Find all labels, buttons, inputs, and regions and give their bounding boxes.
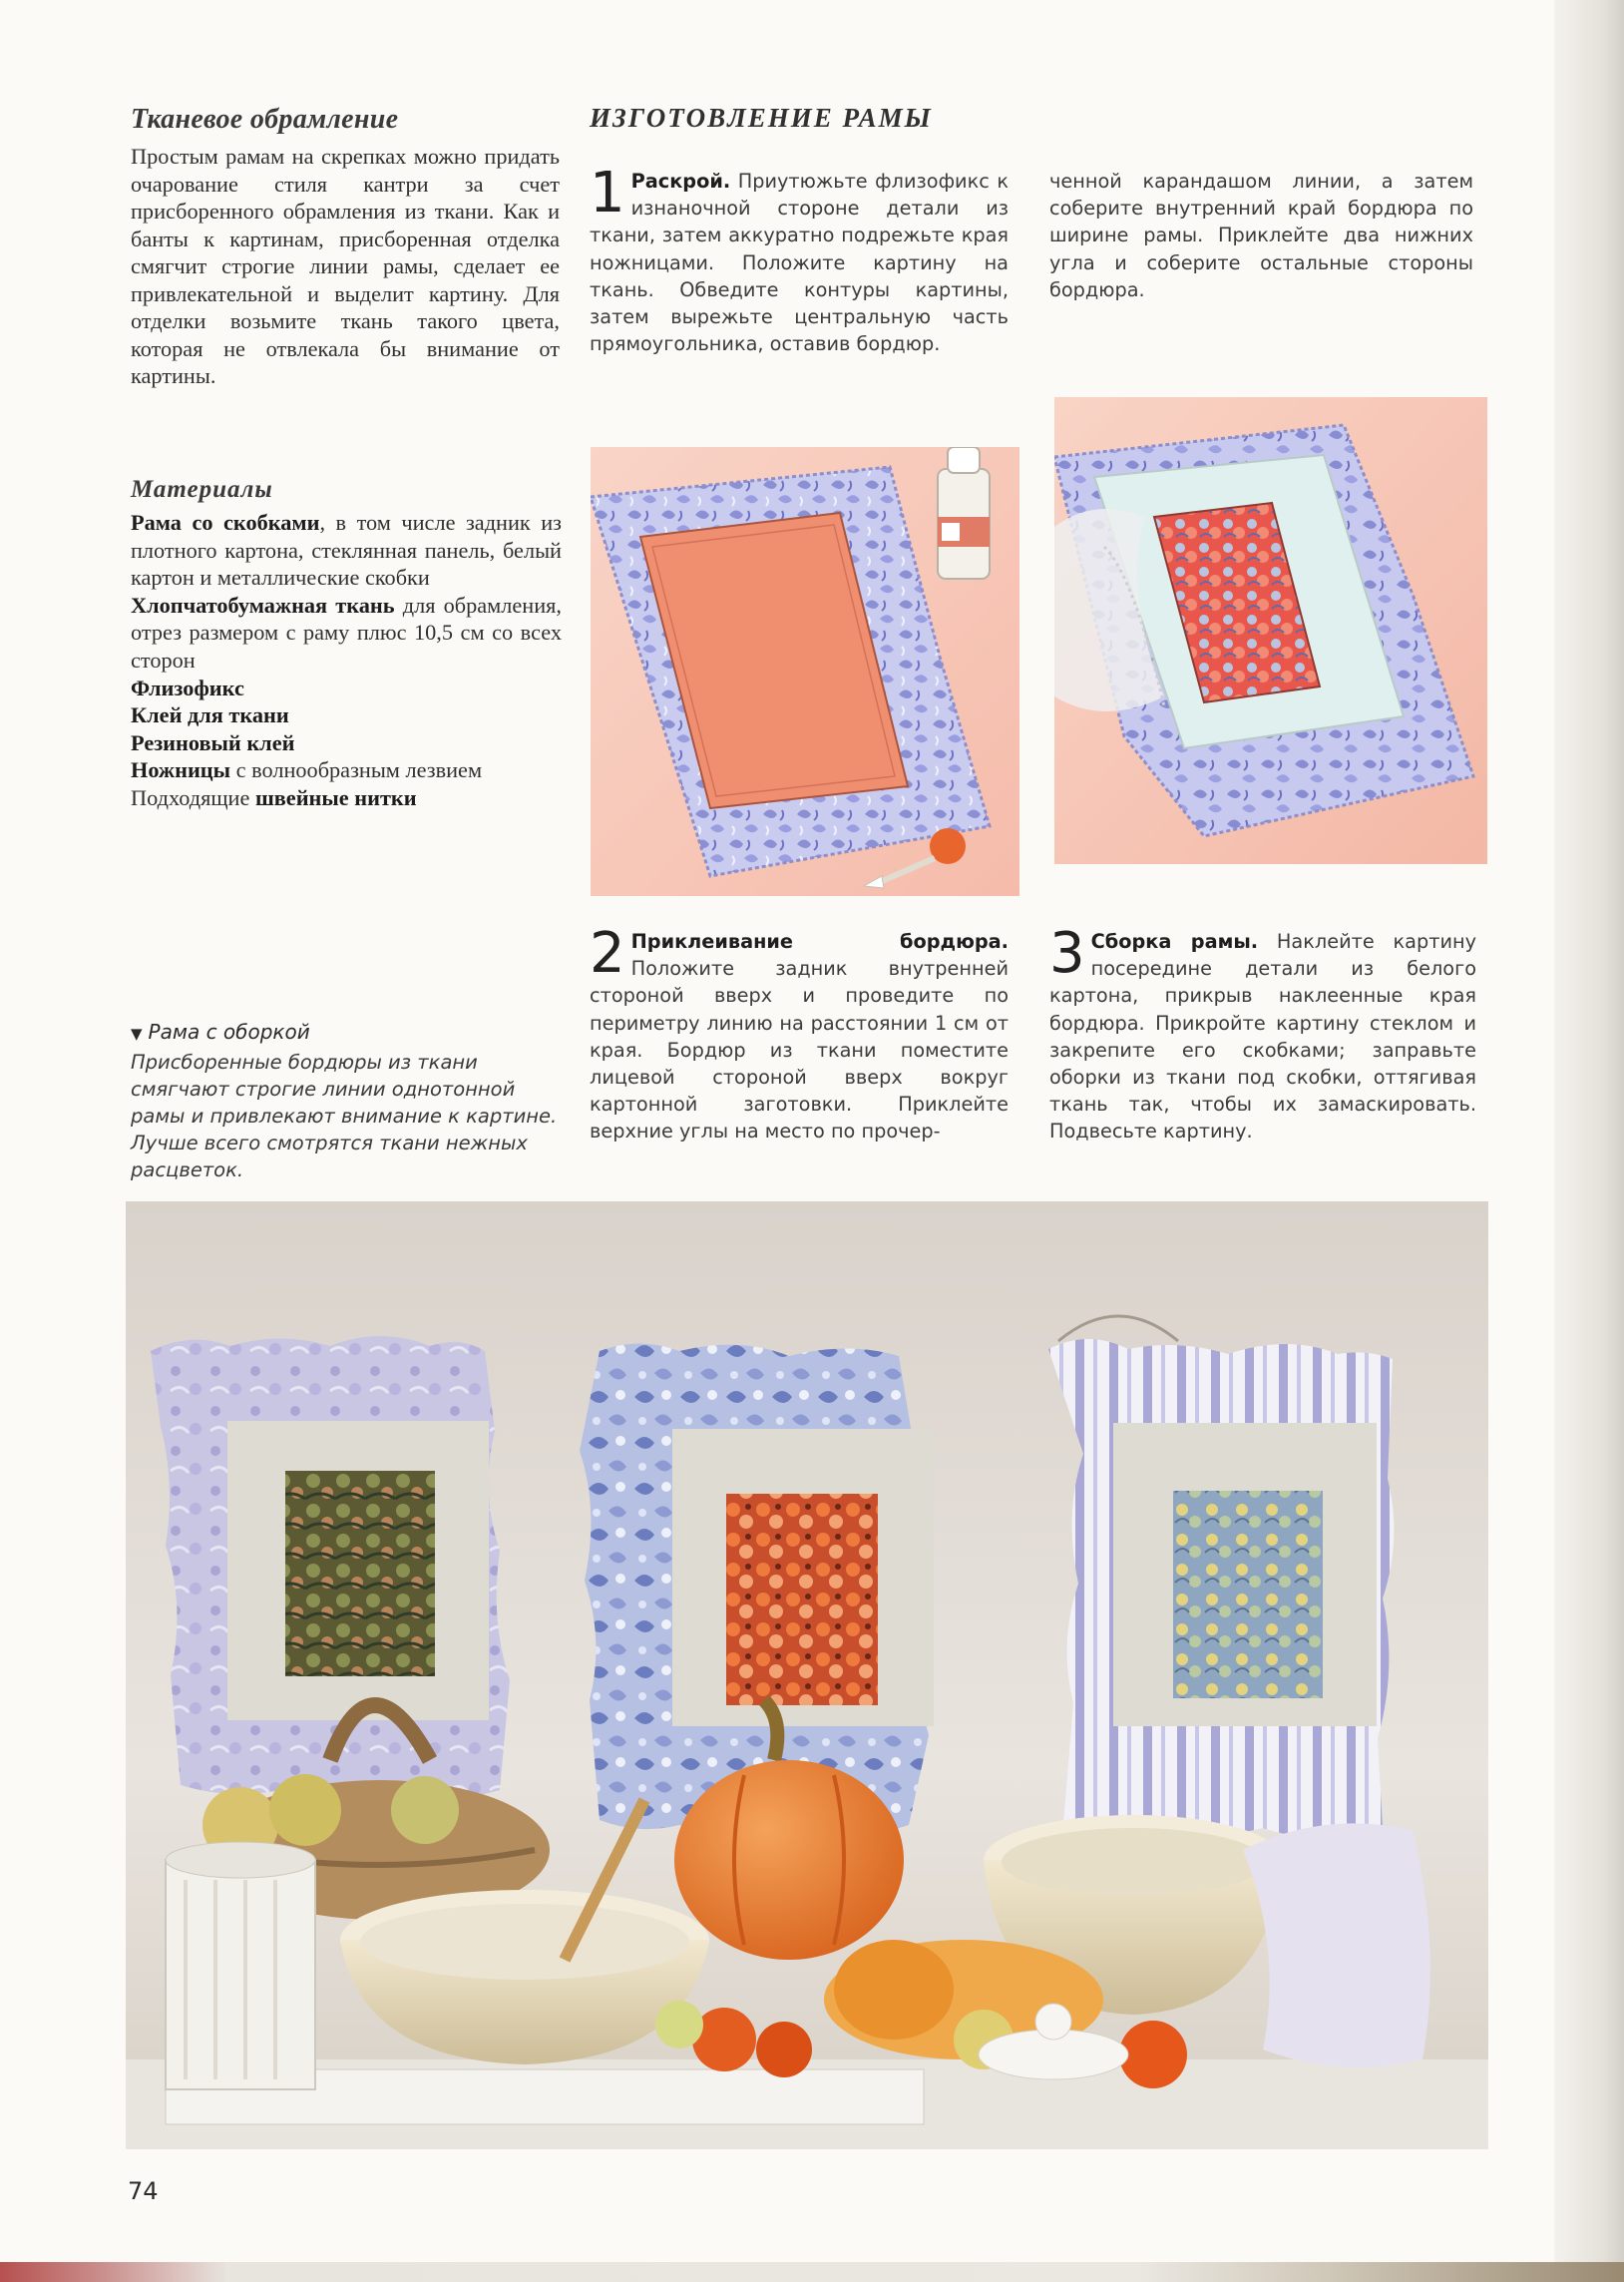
step-3-text: 3 Сборка рамы. Наклейте картину посередине детали из белого картона, прикрыв наклеенные края бордюра. Прикройте картину стеклом и закрепите его скобками; заправьте оборки из ткани под скобки, оттягивая ткань так, чтобы их замаскировать. Подвесьте картину. — [1049, 921, 1476, 1143]
frame-blue-floral — [580, 1344, 934, 1836]
page-binding-shade — [1554, 0, 1624, 2282]
step-number: 2 — [590, 921, 625, 986]
triangle-down-icon: ▼ — [131, 1025, 143, 1043]
tea-towel — [1243, 1823, 1430, 2067]
material-item: Резиновый клей — [131, 729, 295, 755]
bottom-edge-strip — [0, 2262, 1624, 2282]
step-2-text: 2 Приклеивание бордюра. Положите задник внутренней стороной вверх и проведите по периметру линию на расстоянии 1 см от края. Бордюр из ткани поместите лицевой стороной вверх вокруг картонной заготовки. Приклейте верхние углы на место по прочер- — [590, 921, 1009, 1143]
step-number: 1 — [590, 161, 625, 226]
left-title: Тканевое обрамление — [131, 104, 399, 135]
step-1-continued: ченной карандашом линии, а затем соберите внутренний край бордюра по ширине рамы. Приклейте два нижних угла и соберите остальные стороны бордюра. — [1049, 170, 1473, 301]
material-item: Флизофикс — [131, 675, 244, 700]
materials-title: Материалы — [131, 476, 273, 503]
materials-list — [131, 509, 562, 812]
material-item: Клей для ткани — [131, 702, 289, 728]
intro-paragraph: Простым рамам на скрепках можно придать очарование стиля кантри за счет присборенного обрамления из ткани. Как и банты к картинам, присборенная отделка смягчит строгие линии рамы, сделает ее привлекательной и выделит картину. Для отделки возьмите ткань такого цвета, которая не отвлекала бы внимание от картины. — [131, 144, 560, 388]
photo-fabric-frames-kitchen — [126, 1201, 1488, 2149]
material-item: Подходящие швейные нитки — [131, 784, 417, 810]
section-heading: ИЗГОТОВЛЕНИЕ РАМЫ — [590, 103, 933, 133]
step-number: 3 — [1049, 921, 1085, 986]
photo-caption-text: Присборенные бордюры из ткани смягчают строгие линии однотонной рамы и привлекают внимание к картине. Лучше всего смотрятся ткани нежных расцветок. — [131, 1051, 558, 1181]
material-item: Ножницы с волнообразным лезвием — [131, 757, 483, 783]
material-item: Хлопчатобумажная ткань для обрамления, отрез размером с раму плюс 10,5 см со всех сторон — [131, 592, 562, 673]
illustration-cutting-fabric — [591, 447, 1019, 896]
photo-caption-title: ▼ Рама с оборкой — [131, 1020, 310, 1044]
illustration-gluing-border — [1054, 397, 1487, 864]
page-number: 74 — [128, 2177, 159, 2205]
material-item: Рама со скобками, в том числе задник из плотного картона, стеклянная панель, белый картон и металлические скобки — [131, 510, 562, 591]
frame-lilac-ruffle — [151, 1336, 510, 1800]
frame-striped — [1048, 1339, 1394, 1838]
white-jug — [166, 1842, 315, 2089]
step-1-text: 1 Раскрой. Приутюжьте флизофикс к изнаночной стороне детали из ткани, затем аккуратно подрежьте края ножницами. Положите картину на ткань. Обведите контуры картины, затем вырежьте центральную часть прямоугольника, оставив бордюр. — [590, 161, 1009, 356]
